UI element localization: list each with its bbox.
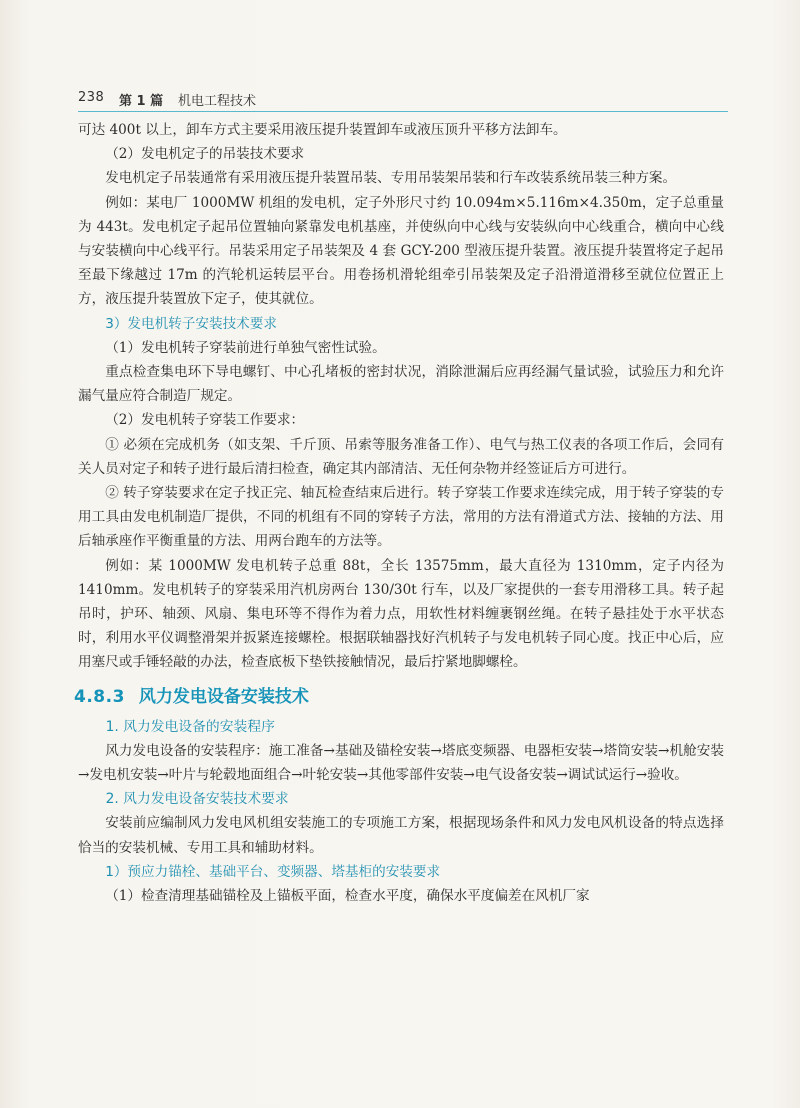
running-header <box>78 88 722 110</box>
body-paragraph: 可达 400t 以上，卸车方式主要采用液压提升装置卸车或液压顶升平移方法卸车。 <box>78 122 567 138</box>
body-paragraph: 例如：某电厂 1000MW 机组的发电机，定子外形尺寸约 10.094m×5.116m×4.350m，定子总重量为 443t。发电机定子起吊位置轴向紧靠发电机基座，并使纵向中心线与安装纵向中心线重合，横向中心线与安装横向中心线平行。吊装采用定子吊装架及 4 套 GCY-200 型液压提升装置。液压提升装置将定子起吊至最下缘越过 17m 的汽轮机运转层平台。用卷扬机滑轮组牵引吊装架及定子沿滑道滑移至就位位置正上方，液压提升装置放下定子，使其就位。 <box>78 194 724 308</box>
subheading: 3）发电机转子安装技术要求 <box>105 315 277 332</box>
level2-heading: 2. 风力发电设备安装技术要求 <box>105 791 289 808</box>
body-paragraph: （1）检查清理基础锚栓及上锚板平面，检查水平度，确保水平度偏差在风机厂家 <box>105 888 590 905</box>
body-paragraph: 风力发电设备的安装程序：施工准备→基础及锚栓安装→塔底变频器、电器柜安装→塔筒安装→机舱安装→发电机安装→叶片与轮毂地面组合→叶轮安装→其他零部件安装→电气设备安装→调试试运行→验收。 <box>78 742 724 784</box>
body-paragraph: 安装前应编制风力发电风机组安装施工的专项施工方案，根据现场条件和风力发电风机设备的特点选择恰当的安装机械、专用工具和辅助材料。 <box>78 815 724 856</box>
part-title: 机电工程技术 <box>178 94 257 109</box>
section-number: 4.8.3 <box>74 686 125 707</box>
body-paragraph: （2）发电机定子的吊装技术要求 <box>105 146 305 163</box>
section-title: 风力发电设备安装技术 <box>138 686 309 707</box>
page-number: 238 <box>78 90 105 105</box>
body-paragraph: 发电机定子吊装通常有采用液压提升装置吊装、专用吊装架吊装和行车改装系统吊装三种方案。 <box>105 170 677 187</box>
body-paragraph: （2）发电机转子穿装工作要求： <box>105 412 305 429</box>
body-paragraph: ② 转子穿装要求在定子找正完、轴瓦检查结束后进行。转子穿装工作要求连续完成，用于转子穿装的专用工具由发电机制造厂提供，不同的机组有不同的穿转子方法，常用的方法有滑道式方法、接轴的方法、用后轴承座作平衡重量的方法、用两台跑车的方法等。 <box>78 485 724 550</box>
body-paragraph: ① 必须在完成机务（如支架、千斤顶、吊索等服务准备工作）、电气与热工仪表的各项工作后，会同有关人员对定子和转子进行最后清扫检查，确定其内部清洁、无任何杂物并经签证后方可进行。 <box>78 436 724 477</box>
subheading: 1）预应力锚栓、基础平台、变频器、塔基柜的安装要求 <box>105 863 441 880</box>
level2-heading: 1. 风力发电设备的安装程序 <box>105 718 275 735</box>
body-paragraph: 例如：某 1000MW 发电机转子总重 88t，全长 13575mm，最大直径为 1310mm，定子内径为 1410mm。发电机转子的穿装采用汽机房两台 130/30t 行车，以及厂家提供的一套专用滑移工具。转子起吊时，护环、轴颈、风扇、集电环等不得作为着力点，用软性材料缠裹钢丝绳。在转子悬挂处于水平状态时，利用水平仪调整滑架并扳紧连接螺栓。根据联轴器找好汽机转子与发电机转子同心度。找正中心后，应用塞尺或手锤轻敲的办法，检查底板下垫铁接触情况，最后拧紧地脚螺栓。 <box>78 557 724 671</box>
page-content <box>74 118 724 908</box>
part-label: 第 1 篇 <box>119 94 164 109</box>
body-paragraph: （1）发电机转子穿装前进行单独气密性试验。 <box>105 339 386 356</box>
section-heading <box>74 685 724 709</box>
header-rule <box>78 111 728 112</box>
body-paragraph: 重点检查集电环下导电螺钉、中心孔堵板的密封状况，消除泄漏后应再经漏气量试验，试验压力和允许漏气量应符合制造厂规定。 <box>78 364 724 405</box>
